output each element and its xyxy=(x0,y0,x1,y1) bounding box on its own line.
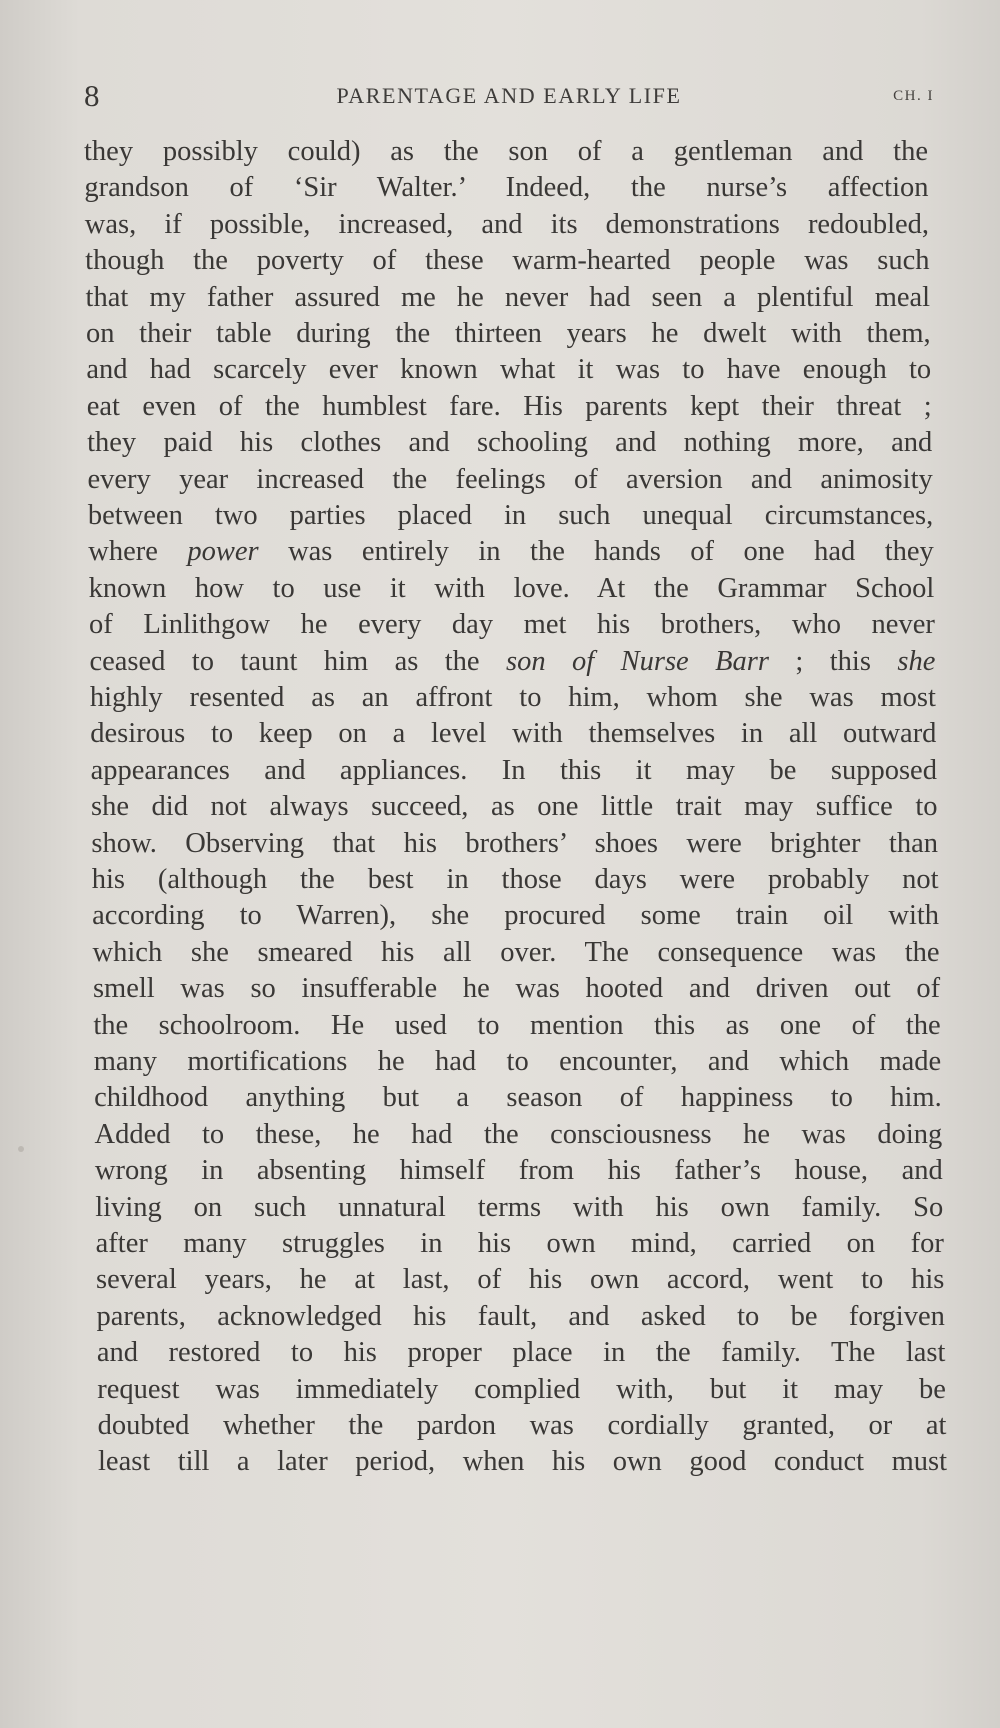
text-line: appearances and appliances. In this it may be supposed xyxy=(90,754,937,786)
text-line: parents, acknowledged his fault, and asked to be forgiven xyxy=(96,1300,945,1332)
text-line: highly resented as an affront to him, whom she was most xyxy=(89,682,936,713)
text-line: many mortifications he had to encounter, and which made xyxy=(93,1046,942,1077)
text-line: they paid his clothes and schooling and nothing more, and xyxy=(87,427,933,459)
text-line: the schoolroom. He used to mention this as one of the xyxy=(93,1009,941,1041)
text-line: show. Observing that his brothers’ shoes were brighter than xyxy=(91,827,938,859)
page-number: 8 xyxy=(84,78,100,113)
text-line: that my father assured me he never had seen a plentiful meal xyxy=(85,281,931,313)
paper-speck xyxy=(18,1146,24,1152)
text-line: they possibly could) as the son of a gentleman and the xyxy=(84,136,928,167)
text-line: desirous to keep on a level with themselves in all outward xyxy=(90,718,937,750)
text-line: though the poverty of these warm-hearted people was such xyxy=(85,245,930,277)
text-line: between two parties placed in such unequal circumstances, xyxy=(87,500,934,531)
text-line: on their table during the thirteen years he dwelt with them, xyxy=(85,318,931,349)
text-line: several years, he at last, of his own accord, went to his xyxy=(96,1264,945,1296)
text-line: according to Warren), she procured some train oil with xyxy=(92,900,940,932)
chapter-marker: CH. I xyxy=(893,88,934,104)
text-line: and had scarcely ever known what it was to have enough to xyxy=(86,354,932,386)
text-line: which she smeared his all over. The consequence was the xyxy=(92,936,940,968)
text-line: wrong in absenting himself from his father’s house, and xyxy=(94,1155,943,1187)
text-line: eat even of the humblest fare. His parents kept their threat ; xyxy=(86,390,932,422)
text-line: was, if possible, increased, and its demonstrations redoubled, xyxy=(84,208,930,240)
text-line: where power was entirely in the hands of one had they xyxy=(88,536,934,568)
text-line: doubted whether the pardon was cordially granted, or at xyxy=(97,1410,947,1441)
text-line: grandson of ‘Sir Walter.’ Indeed, the nurse’s affection xyxy=(84,172,929,204)
text-line: childhood anything but a season of happiness to him. xyxy=(94,1082,942,1114)
running-title: PARENTAGE AND EARLY LIFE xyxy=(336,83,682,108)
text-line: smell was so insufferable he was hooted and driven out of xyxy=(92,973,941,1005)
text-line: and restored to his proper place in the family. The last xyxy=(96,1337,946,1369)
text-line: known how to use it with love. At the Grammar School xyxy=(88,572,935,604)
text-line: ceased to taunt him as the son of Nurse Barr ; this she xyxy=(89,645,936,677)
text-line: living on such unnatural terms with his own family. So xyxy=(95,1191,944,1223)
text-line: least till a later period, when his own good conduct must xyxy=(98,1446,947,1478)
text-line: his (although the best in those days were probably not xyxy=(91,864,939,895)
text-line: after many struggles in his own mind, carried on for xyxy=(95,1228,944,1259)
running-head xyxy=(84,78,934,114)
text-line: she did not always succeed, as one little trait may suffice to xyxy=(91,791,938,823)
text-line: request was immediately complied with, but it may be xyxy=(97,1373,946,1405)
text-line: of Linlithgow he every day met his brothers, who never xyxy=(89,609,935,641)
text-line: every year increased the feelings of aversion and animosity xyxy=(87,463,933,495)
text-line: Added to these, he had the consciousness he was doing xyxy=(94,1118,943,1150)
